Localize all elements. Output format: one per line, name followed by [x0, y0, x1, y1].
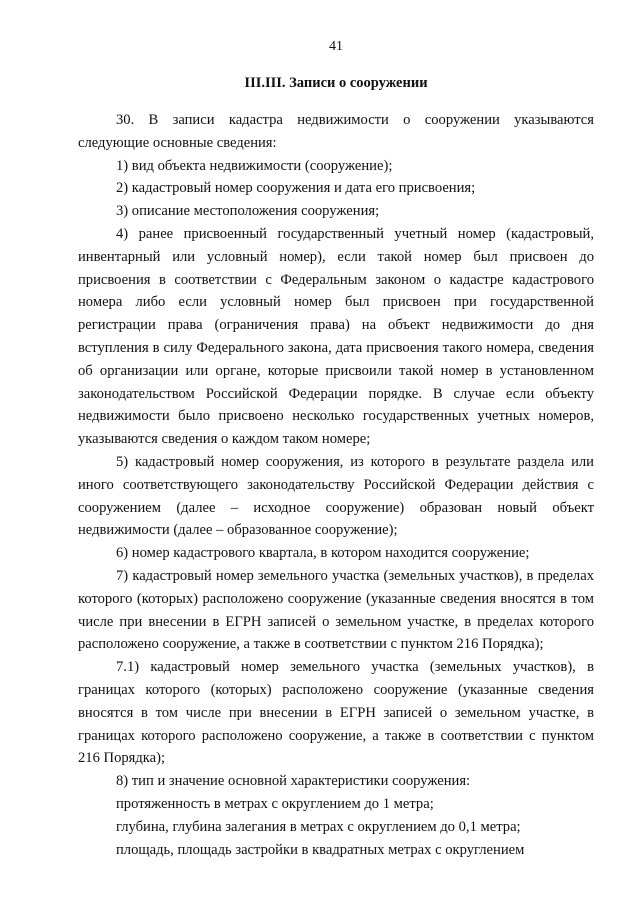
sub-item-length: протяженность в метрах с округлением до 1 метра; [116, 795, 434, 812]
sub-item-depth: глубина, глубина залегания в метрах с округлением до 0,1 метра; [116, 818, 521, 835]
page-number: 41 [329, 39, 343, 54]
list-item-6: 6) номер кадастрового квартала, в котором находится сооружение; [116, 545, 530, 562]
list-item-7-1: 7.1) кадастровый номер земельного участка (земельных участков), в границах которого (которых) расположено сооружение (указанные сведения вносятся в том числе при внесении в ЕГРН записей о земельном участке, в границах которого расположено сооружение, а также в соответствии с пунктом 216 Порядка); [78, 659, 594, 767]
list-item-5: 5) кадастровый номер сооружения, из которого в результате раздела или иного соответствующего законодательству Российской Федерации действия с сооружением (далее – исходное сооружение) образован новый объект недвижимости (далее – образованное сооружение); [78, 453, 594, 539]
list-item-2: 2) кадастровый номер сооружения и дата его присвоения; [116, 180, 476, 197]
list-item-8: 8) тип и значение основной характеристики сооружения: [116, 773, 471, 790]
body-text [78, 109, 594, 861]
sub-item-area: площадь, площадь застройки в квадратных метрах с округлением [116, 841, 525, 858]
paragraph-30: 30. В записи кадастра недвижимости о сооружении указываются следующие основные сведения: [78, 112, 594, 151]
list-item-4: 4) ранее присвоенный государственный учетный номер (кадастровый, инвентарный или условный номер), если такой номер был присвоен до присвоения в соответствии с Федеральным законом о кадастре кадастрового номера либо если условный номер был присвоен при государственной регистрации права (ограничения права) на объект недвижимости до дня вступления в силу Федерального закона, дата присвоения такого номера, сведения об организации или органе, которые присвоили такой номер в установленном законодательством Российской Федерации порядке. В случае если объекту недвижимости было присвоено несколько государственных учетных номеров, указываются сведения о каждом таком номере; [78, 225, 594, 448]
list-item-1: 1) вид объекта недвижимости (сооружение); [116, 157, 393, 174]
list-item-7: 7) кадастровый номер земельного участка (земельных участков), в пределах которого (которых) расположено сооружение (указанные сведения вносятся в том числе при внесении в ЕГРН записей о земельном участке, в пределах которого расположено сооружение, а также в соответствии с пунктом 216 Порядка); [78, 567, 594, 653]
list-item-3: 3) описание местоположения сооружения; [116, 203, 380, 220]
section-title: III.III. Записи о сооружении [244, 75, 428, 91]
